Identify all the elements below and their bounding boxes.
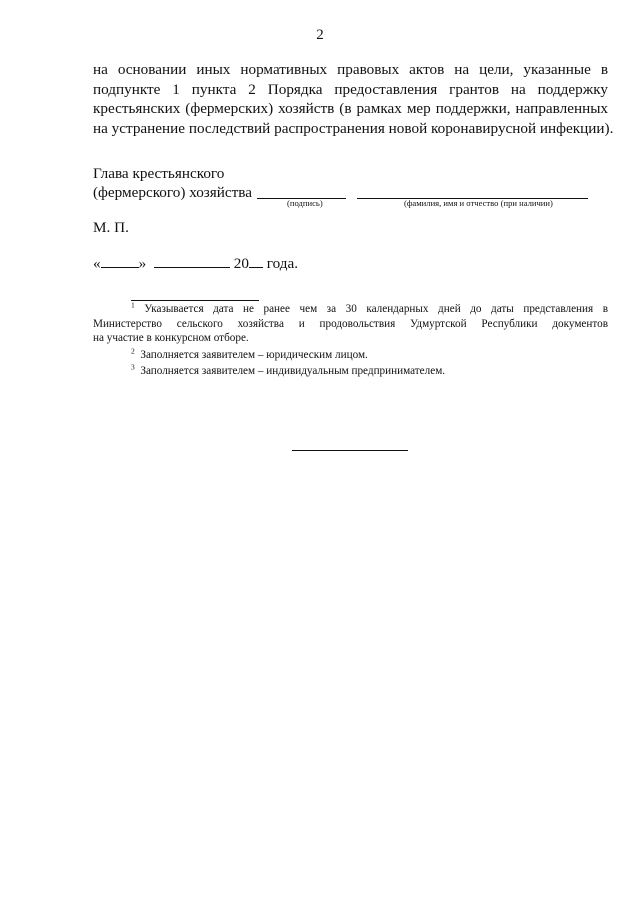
name-caption: (фамилия, имя и отчество (при наличии) [404, 198, 553, 208]
footnote-2 [93, 348, 608, 363]
year-prefix: 20 [233, 255, 249, 272]
footnote-line: на участие в конкурсном отборе. [93, 332, 249, 344]
signature-label-line1: Глава крестьянского [93, 165, 225, 182]
footnote-line: $^2$ Заполняется заявителем – юридическим лицом. [131, 346, 368, 361]
body-paragraph [93, 60, 614, 138]
stamp-place: М. П. [93, 219, 129, 236]
name-blank [357, 184, 588, 199]
paragraph-line: на устранение последствий распространения новой коронавирусной инфекции). [93, 119, 614, 137]
signature-caption: (подпись) [287, 198, 323, 208]
date-suffix: года. [266, 255, 299, 272]
footnote-line: $^1$ Указывается дата не ранее чем за 30 календарных дней до даты представления в [131, 300, 608, 315]
year-blank [249, 253, 263, 268]
footnote-line: Министерство сельского хозяйства и продовольствия Удмуртской Республики документов [93, 317, 608, 330]
signature-blank [257, 184, 346, 199]
paragraph-line: подпункте 1 пункта 2 Порядка предоставления грантов на поддержку [93, 80, 608, 98]
signature-label-text: (фермерского) хозяйства [93, 184, 252, 201]
paragraph-line: на основании иных нормативных правовых актов на цели, указанные в [93, 61, 608, 78]
day-blank [101, 253, 139, 268]
end-of-document-rule [292, 450, 408, 451]
paragraph-line: крестьянских (фермерских) хозяйств (в рамках мер поддержки, направленных [93, 100, 608, 117]
footnote-marker: 2 [131, 346, 135, 356]
date-line [93, 253, 298, 273]
footnote-3 [93, 364, 608, 379]
footnote-marker: 1 [131, 300, 135, 310]
footnote-marker: 3 [131, 362, 135, 372]
page-number: 2 [316, 27, 324, 43]
month-blank [154, 253, 230, 268]
footnote-1 [93, 302, 608, 346]
footnote-separator [131, 300, 259, 301]
signature-label-line2 [93, 183, 252, 203]
footnote-line: $^3$ Заполняется заявителем – индивидуальным предпринимателем. [131, 362, 446, 377]
date-open-quote: « [93, 255, 101, 272]
date-close-quote: » [138, 255, 147, 272]
